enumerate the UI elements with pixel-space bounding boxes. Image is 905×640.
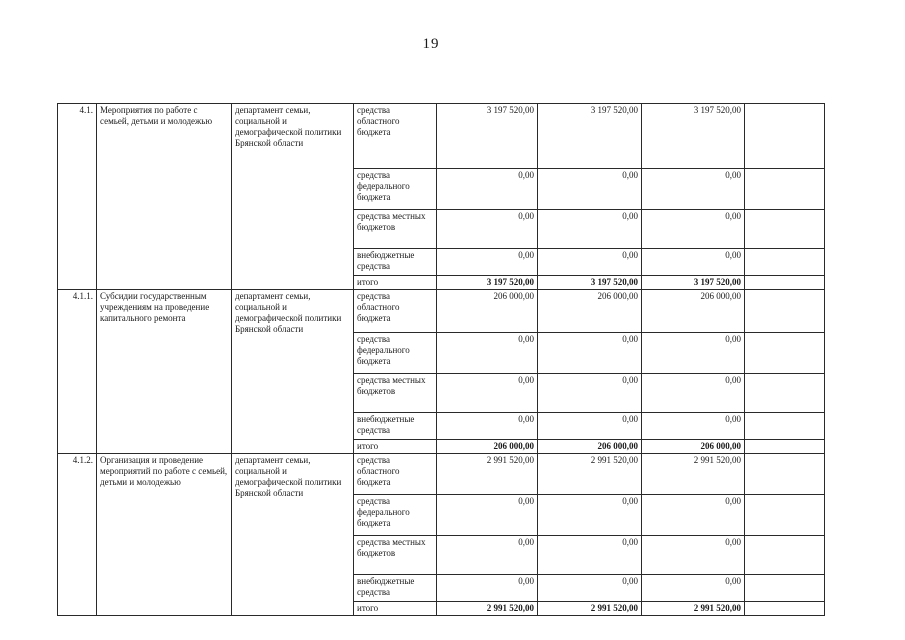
- budget-table: [57, 103, 825, 616]
- empty-cell: [745, 249, 825, 276]
- page-number: 19: [422, 36, 440, 52]
- amount-year-1: 2 991 520,00: [437, 602, 538, 616]
- empty-cell: [745, 210, 825, 249]
- amount-year-2: 0,00: [538, 495, 642, 536]
- amount-year-3: 0,00: [642, 210, 745, 249]
- amount-year-3: 0,00: [642, 495, 745, 536]
- funding-source: средства местных бюджетов: [354, 374, 437, 413]
- amount-year-1: 0,00: [437, 495, 538, 536]
- amount-year-2: 0,00: [538, 249, 642, 276]
- amount-year-3: 206 000,00: [642, 440, 745, 454]
- amount-year-1: 0,00: [437, 413, 538, 440]
- amount-year-1: 206 000,00: [437, 440, 538, 454]
- amount-year-3: 2 991 520,00: [642, 454, 745, 495]
- amount-year-1: 206 000,00: [437, 290, 538, 333]
- amount-year-2: 206 000,00: [538, 290, 642, 333]
- amount-year-1: 0,00: [437, 249, 538, 276]
- amount-year-3: 0,00: [642, 575, 745, 602]
- amount-year-2: 2 991 520,00: [538, 602, 642, 616]
- amount-year-2: 3 197 520,00: [538, 104, 642, 169]
- amount-year-2: 0,00: [538, 575, 642, 602]
- amount-year-3: 0,00: [642, 413, 745, 440]
- funding-source: средства местных бюджетов: [354, 536, 437, 575]
- amount-year-2: 2 991 520,00: [538, 454, 642, 495]
- row-executor: департамент семьи, социальной и демографической политики Брянской области: [232, 454, 354, 616]
- row-code: 4.1.: [58, 104, 97, 290]
- row-code: 4.1.1.: [58, 290, 97, 454]
- amount-year-3: 3 197 520,00: [642, 104, 745, 169]
- amount-year-2: 0,00: [538, 169, 642, 210]
- amount-year-2: 0,00: [538, 413, 642, 440]
- amount-year-3: 3 197 520,00: [642, 276, 745, 290]
- row-code: 4.1.2.: [58, 454, 97, 616]
- funding-source: средства областного бюджета: [354, 454, 437, 495]
- funding-source: внебюджетные средства: [354, 575, 437, 602]
- row-name: Мероприятия по работе с семьей, детьми и молодежью: [97, 104, 232, 290]
- empty-cell: [745, 495, 825, 536]
- amount-year-2: 0,00: [538, 210, 642, 249]
- funding-source: средства федерального бюджета: [354, 495, 437, 536]
- table-row: [58, 104, 825, 169]
- funding-source: средства областного бюджета: [354, 290, 437, 333]
- funding-source: итого: [354, 276, 437, 290]
- funding-source: средства федерального бюджета: [354, 169, 437, 210]
- amount-year-1: 2 991 520,00: [437, 454, 538, 495]
- amount-year-3: 0,00: [642, 374, 745, 413]
- amount-year-1: 3 197 520,00: [437, 104, 538, 169]
- empty-cell: [745, 602, 825, 616]
- empty-cell: [745, 536, 825, 575]
- amount-year-2: 0,00: [538, 536, 642, 575]
- amount-year-3: 2 991 520,00: [642, 602, 745, 616]
- empty-cell: [745, 374, 825, 413]
- row-name: Субсидии государственным учреждениям на проведение капитального ремонта: [97, 290, 232, 454]
- amount-year-2: 0,00: [538, 374, 642, 413]
- amount-year-2: 0,00: [538, 333, 642, 374]
- row-executor: департамент семьи, социальной и демографической политики Брянской области: [232, 104, 354, 290]
- empty-cell: [745, 169, 825, 210]
- amount-year-2: 3 197 520,00: [538, 276, 642, 290]
- amount-year-3: 0,00: [642, 249, 745, 276]
- amount-year-1: 0,00: [437, 333, 538, 374]
- amount-year-2: 206 000,00: [538, 440, 642, 454]
- empty-cell: [745, 290, 825, 333]
- amount-year-3: 0,00: [642, 536, 745, 575]
- amount-year-1: 0,00: [437, 536, 538, 575]
- amount-year-1: 0,00: [437, 169, 538, 210]
- table-row: [58, 454, 825, 495]
- empty-cell: [745, 104, 825, 169]
- empty-cell: [745, 440, 825, 454]
- amount-year-1: 0,00: [437, 374, 538, 413]
- table-row: [58, 290, 825, 333]
- funding-source: итого: [354, 440, 437, 454]
- empty-cell: [745, 413, 825, 440]
- funding-source: итого: [354, 602, 437, 616]
- row-name: Организация и проведение мероприятий по работе с семьей, детьми и молодежью: [97, 454, 232, 616]
- empty-cell: [745, 276, 825, 290]
- amount-year-1: 3 197 520,00: [437, 276, 538, 290]
- funding-source: внебюджетные средства: [354, 413, 437, 440]
- amount-year-3: 0,00: [642, 169, 745, 210]
- funding-source: внебюджетные средства: [354, 249, 437, 276]
- amount-year-1: 0,00: [437, 575, 538, 602]
- row-executor: департамент семьи, социальной и демографической политики Брянской области: [232, 290, 354, 454]
- funding-source: средства областного бюджета: [354, 104, 437, 169]
- funding-source: средства федерального бюджета: [354, 333, 437, 374]
- empty-cell: [745, 575, 825, 602]
- amount-year-3: 206 000,00: [642, 290, 745, 333]
- funding-source: средства местных бюджетов: [354, 210, 437, 249]
- empty-cell: [745, 454, 825, 495]
- amount-year-3: 0,00: [642, 333, 745, 374]
- empty-cell: [745, 333, 825, 374]
- amount-year-1: 0,00: [437, 210, 538, 249]
